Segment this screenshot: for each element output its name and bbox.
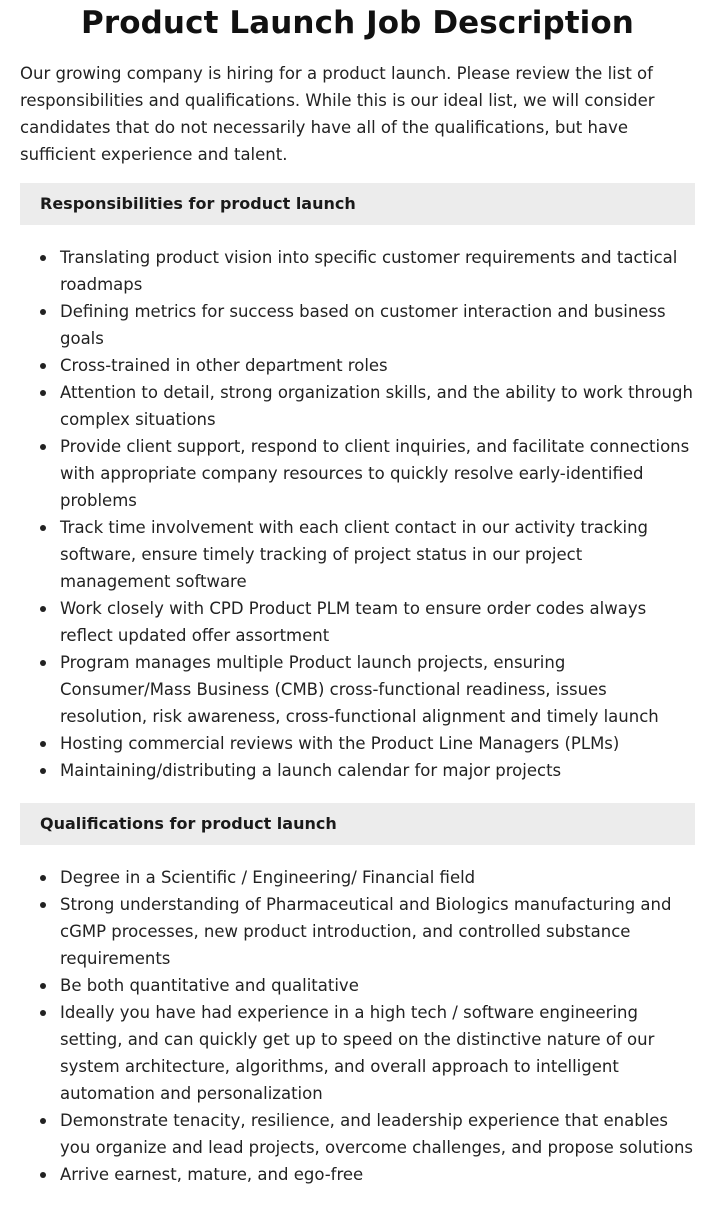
list-item-text: Provide client support, respond to client inquiries, and facilitate connections with appropriate company resources to quickly resolve early-identified problems <box>60 437 690 510</box>
list-item-text: Arrive earnest, mature, and ego-free <box>60 1165 364 1184</box>
list-item-text: Be both quantitative and qualitative <box>60 976 359 995</box>
list-item <box>20 433 695 514</box>
bullet-icon <box>40 768 46 774</box>
list-item-text: Maintaining/distributing a launch calendar for major projects <box>60 761 562 780</box>
bullet-icon <box>40 875 46 881</box>
bullet-icon <box>40 363 46 369</box>
bullet-icon <box>40 525 46 531</box>
list-item <box>20 244 695 298</box>
list-item <box>20 1161 695 1188</box>
bullet-icon <box>40 741 46 747</box>
responsibilities-list <box>20 244 695 784</box>
bullet-icon <box>40 444 46 450</box>
list-item <box>20 999 695 1107</box>
intro-paragraph: Our growing company is hiring for a product launch. Please review the list of responsibilities and qualifications. While this is our ideal list, we will consider candidates that do not necessarily have all of the qualifications, but have sufficient experience and talent. <box>20 64 655 164</box>
bullet-icon <box>40 255 46 261</box>
bullet-icon <box>40 390 46 396</box>
list-item-text: Ideally you have had experience in a high tech / software engineering setting, and can quickly get up to speed on the distinctive nature of our system architecture, algorithms, and overall approach to intelligent automation and personalization <box>60 1003 655 1103</box>
bullet-icon <box>40 606 46 612</box>
list-item <box>20 1107 695 1161</box>
list-item <box>20 972 695 999</box>
list-item-text: Program manages multiple Product launch projects, ensuring Consumer/Mass Business (CMB) cross-functional readiness, issues resolution, risk awareness, cross-functional alignment and timely launch <box>60 653 659 726</box>
list-item-text: Hosting commercial reviews with the Product Line Managers (PLMs) <box>60 734 620 753</box>
list-item-text: Degree in a Scientific / Engineering/ Financial field <box>60 868 476 887</box>
list-item-text: Demonstrate tenacity, resilience, and leadership experience that enables you organize and lead projects, overcome challenges, and propose solutions <box>60 1111 694 1157</box>
list-item <box>20 352 695 379</box>
list-item <box>20 649 695 730</box>
list-item-text: Defining metrics for success based on customer interaction and business goals <box>60 302 666 348</box>
bullet-icon <box>40 1010 46 1016</box>
list-item-text: Attention to detail, strong organization skills, and the ability to work through complex situations <box>60 383 693 429</box>
bullet-icon <box>40 902 46 908</box>
list-item-text: Translating product vision into specific customer requirements and tactical roadmaps <box>60 248 678 294</box>
list-item-text: Strong understanding of Pharmaceutical and Biologics manufacturing and cGMP processes, new product introduction, and controlled substance requirements <box>60 895 672 968</box>
page-title: Product Launch Job Description <box>81 5 634 41</box>
bullet-icon <box>40 1172 46 1178</box>
bullet-icon <box>40 309 46 315</box>
list-item <box>20 379 695 433</box>
list-item <box>20 514 695 595</box>
bullet-icon <box>40 660 46 666</box>
bullet-icon <box>40 983 46 989</box>
list-item-text: Work closely with CPD Product PLM team to ensure order codes always reflect updated offer assortment <box>60 599 647 645</box>
list-item <box>20 730 695 757</box>
list-item <box>20 298 695 352</box>
qualifications-list <box>20 864 695 1188</box>
responsibilities-heading: Responsibilities for product launch <box>20 183 695 225</box>
list-item <box>20 757 695 784</box>
list-item <box>20 891 695 972</box>
list-item <box>20 864 695 891</box>
list-item-text: Cross-trained in other department roles <box>60 356 388 375</box>
bullet-icon <box>40 1118 46 1124</box>
qualifications-heading: Qualifications for product launch <box>20 803 695 845</box>
list-item <box>20 595 695 649</box>
list-item-text: Track time involvement with each client contact in our activity tracking software, ensure timely tracking of project status in our project management software <box>60 518 649 591</box>
